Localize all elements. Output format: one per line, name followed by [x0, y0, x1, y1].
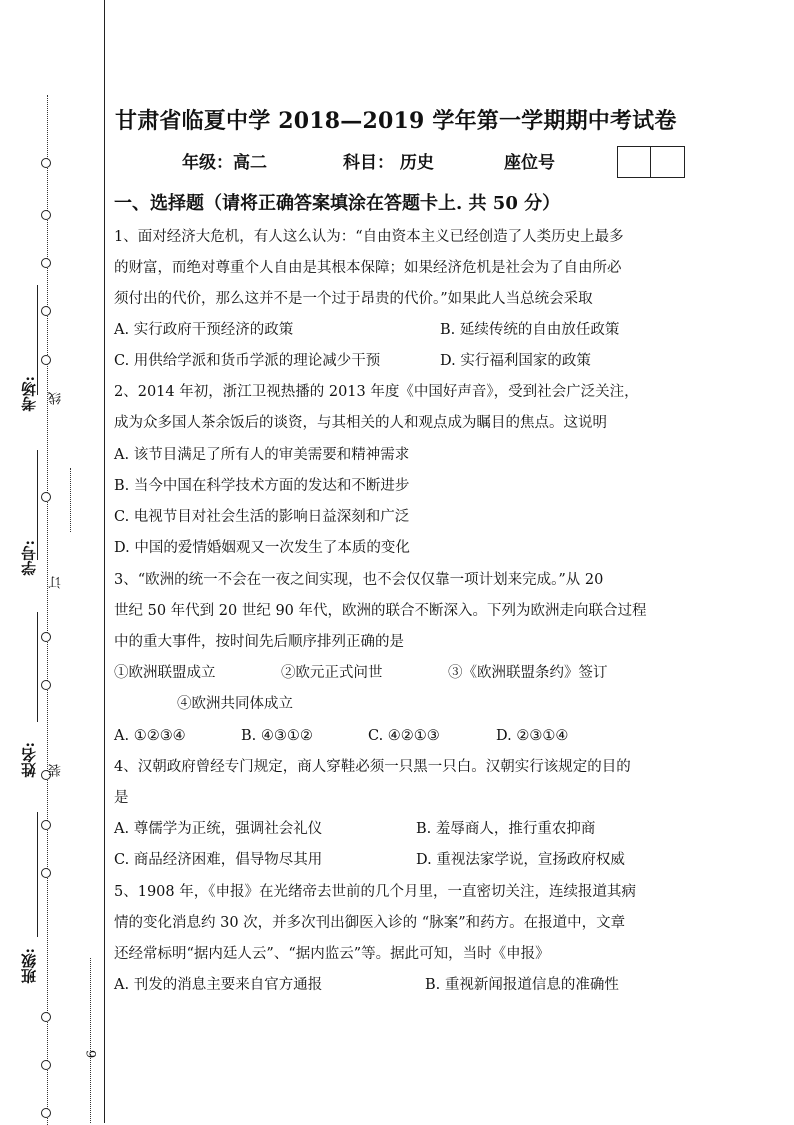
question-1-option-b: B. 延续传统的自由放任政策	[440, 322, 620, 338]
question-3-event-2: ②欧元正式问世	[281, 665, 383, 681]
question-3-event-4: ④欧洲共同体成立	[177, 696, 293, 712]
question-4-stem-line: 是	[114, 790, 129, 806]
binding-hole-icon	[41, 820, 51, 830]
question-2-option-b: B. 当今中国在科学技术方面的发达和不断进步	[114, 478, 410, 494]
student-id-label: 学号:	[20, 540, 38, 576]
question-4-option-b: B. 羞辱商人，推行重农抑商	[416, 821, 596, 837]
question-3-stem-line: 世纪 50 年代到 20 世纪 90 年代，欧洲的联合不断深入。下列为欧洲走向联合过程	[114, 603, 647, 619]
question-3-option-d: D. ②③①④	[496, 728, 569, 744]
staple-mark: 装	[49, 764, 64, 777]
binding-hole-icon	[41, 680, 51, 690]
name-label: 姓名:	[20, 742, 38, 778]
binding-hole-icon	[41, 868, 51, 878]
binding-hole-icon	[41, 492, 51, 502]
seat-label: 座位号	[504, 153, 555, 173]
question-5-option-a: A. 刊发的消息主要来自官方通报	[114, 977, 323, 993]
question-3-option-b: B. ④③①②	[241, 728, 313, 744]
question-2-stem-line: 成为众多国人茶余饭后的谈资，与其相关的人和观点成为瞩目的焦点。这说明	[114, 415, 607, 431]
margin-divider-line	[104, 0, 105, 1123]
question-2-option-a: A. 该节目满足了所有人的审美需要和精神需求	[114, 447, 410, 463]
question-3-event-1: ①欧洲联盟成立	[114, 665, 216, 681]
binding-hole-icon	[41, 306, 51, 316]
binding-hole-icon	[41, 258, 51, 268]
question-1-stem-line: 须付出的代价，那么这并不是一个过于昂贵的代价。”如果此人当总统会采取	[114, 291, 593, 307]
name-fill-line	[37, 612, 38, 722]
question-4-stem-line: 4、汉朝政府曾经专门规定，商人穿鞋必须一只黑一只白。汉朝实行该规定的目的	[114, 759, 631, 775]
question-4-option-d: D. 重视法家学说，宣扬政府权威	[416, 852, 625, 868]
section-title: 一、选择题（请将正确答案填涂在答题卡上. 共 50 分）	[114, 193, 561, 214]
question-3-stem-line: 中的重大事件，按时间先后顺序排列正确的是	[114, 634, 404, 650]
question-1-option-a: A. 实行政府干预经济的政策	[114, 322, 294, 338]
seat-box	[617, 146, 651, 178]
question-1-stem-line: 1、面对经济大危机，有人这么认为：“自由资本主义已经创造了人类历史上最多	[114, 229, 624, 245]
binding-hole-icon	[41, 1060, 51, 1070]
question-1-option-c: C. 用供给学派和货币学派的理论减少干预	[114, 353, 381, 369]
grade-label: 年级：高二	[182, 153, 267, 173]
question-4-option-a: A. 尊儒学为正统，强调社会礼仪	[114, 821, 323, 837]
page-title: 甘肃省临夏中学 2018—2019 学年第一学期期中考试卷	[115, 108, 677, 134]
question-3-stem-line: 3、“欧洲的统一不会在一夜之间实现，也不会仅仅靠一项计划来完成。”从 20	[114, 572, 604, 588]
question-5-stem-line: 情的变化消息约 30 次，并多次刊出御医入诊的 “脉案”和药方。在报道中，文章	[114, 915, 626, 931]
page-mark: 6	[85, 1050, 100, 1059]
line-mark: 线	[49, 392, 64, 405]
class-label: 班级:	[20, 948, 38, 984]
seat-number-boxes	[617, 146, 685, 178]
subject-label: 科目： 历史	[343, 153, 434, 173]
binding-mark: 订	[49, 576, 64, 589]
binding-hole-icon	[41, 355, 51, 365]
binding-hole-icon	[41, 210, 51, 220]
class-fill-line	[37, 812, 38, 937]
question-2-option-c: C. 电视节目对社会生活的影响日益深刻和广泛	[114, 509, 410, 525]
binding-hole-icon	[41, 1108, 51, 1118]
exam-room-label: 考场:	[20, 376, 38, 412]
question-4-option-c: C. 商品经济困难，倡导物尽其用	[114, 852, 323, 868]
question-2-option-d: D. 中国的爱情婚姻观又一次发生了本质的变化	[114, 540, 410, 556]
binding-hole-icon	[41, 632, 51, 642]
question-5-option-b: B. 重视新闻报道信息的准确性	[425, 977, 619, 993]
binding-hole-icon	[41, 1012, 51, 1022]
question-3-option-a: A. ①②③④	[114, 728, 186, 744]
question-3-option-c: C. ④②①③	[368, 728, 440, 744]
question-1-stem-line: 的财富，而绝对尊重个人自由是其根本保障；如果经济危机是社会为了自由所必	[114, 260, 622, 276]
right-dotted-line	[90, 958, 91, 1123]
question-5-stem-line: 5、1908 年，《申报》在光绪帝去世前的几个月里，一直密切关注，连续报道其病	[114, 884, 636, 900]
question-2-stem-line: 2、2014 年初，浙江卫视热播的 2013 年度《中国好声音》，受到社会广泛关注，	[114, 384, 639, 400]
question-5-stem-line: 还经常标明“据内廷人云”、“据内监云”等。据此可知，当时《申报》	[114, 946, 550, 962]
question-3-event-3: ③《欧洲联盟条约》签订	[448, 665, 608, 681]
short-dotted-line	[70, 468, 71, 532]
binding-dotted-line	[47, 95, 48, 1125]
binding-hole-icon	[41, 158, 51, 168]
seat-box	[651, 146, 685, 178]
question-1-option-d: D. 实行福利国家的政策	[440, 353, 591, 369]
